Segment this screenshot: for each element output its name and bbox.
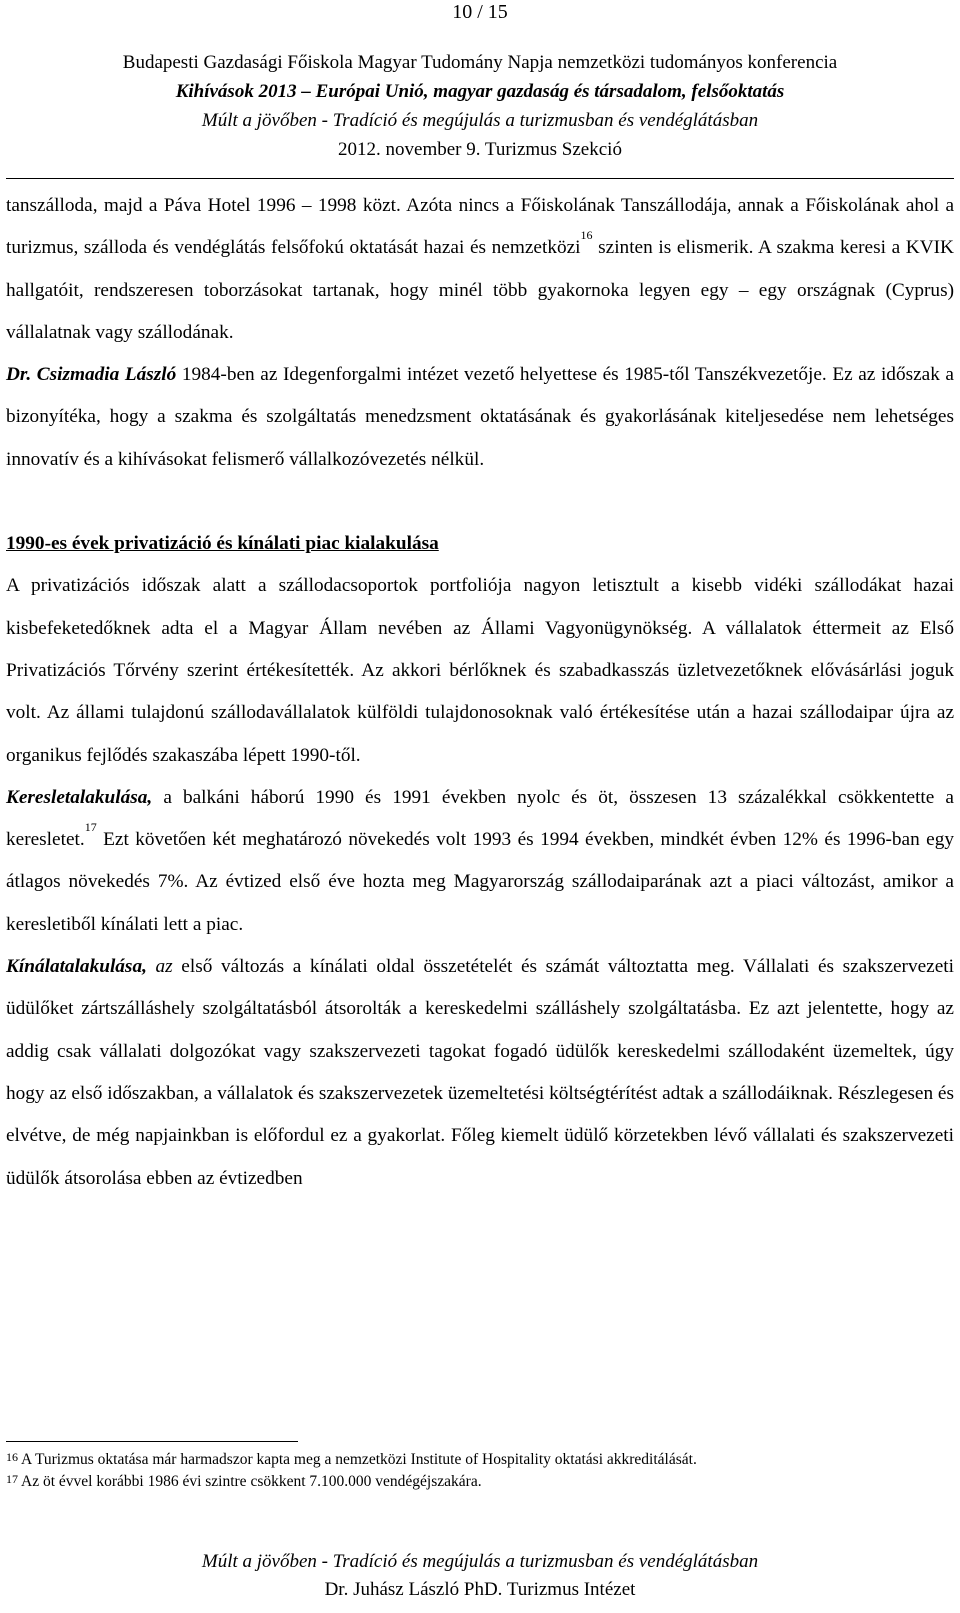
page-header (0, 48, 960, 164)
footnote-16 (6, 1449, 954, 1471)
paragraph-text: szinten is elismerik. A szakma keresi a KVIK hallgatóit, rendszeresen toborzásokat tartanak, hogy minél több gyakornoka legyen egy – egy országnak (Cyprus) vállalatnak vagy szállodának. (6, 237, 954, 343)
footnote-divider (6, 1441, 298, 1442)
paragraph-text: 1984-ben az Idegenforgalmi intézet vezető helyettese és 1985-től Tanszékvezetője. Ez az időszak a bizonyítéka, hogy a szakma és szolgáltatás menedzsment oktatásának és gyakorlásának kiteljesedése nem lehetséges innovatív és a kihívásokat felismerő vállalkozóvezetés nélkül. (6, 364, 954, 470)
paragraph-privatization: A privatizációs időszak alatt a szállodacsoportok portfoliója nagyon letisztult a kisebb vidéki szállodákat hazai kisbefeketedőknek adta el a Magyar Állam nevében az Állami Vagyonügynökség. A vállalatok éttermeit az Első Privatizációs Tőrvény szerint értékesítették. Az akkori bérlőknek és szabadkasszás üzletvezetőknek elővásárlási joguk volt. Az állami tulajdonú szállodavállalatok külföldi tulajdonosoknak való értékesítése után a hazai szállodaipar újra az organikus fejlődés szakaszába lépett 1990-től. (6, 575, 954, 766)
footnote-text: A Turizmus oktatása már harmadszor kapta meg a nemzetközi Institute of Hospitality oktatási akkreditálását. (18, 1451, 697, 1468)
footnote-ref-16[interactable]: 16 (580, 228, 593, 243)
paragraph-intro (6, 185, 954, 354)
header-conference-line: Budapesti Gazdasági Főiskola Magyar Tudomány Napja nemzetközi tudományos konferencia (122, 52, 838, 73)
footnotes (6, 1449, 954, 1493)
paragraph-text: Ezt követően két meghatározó növekedés volt 1993 és 1994 években, mindkét évben 12% és 1996-ban egy átlagos növekedés 7%. Az évtized első éve hozta meg Magyarország szállodaiparának azt a piaci változást, amikor a keresletiből kínálati lett a piac. (6, 829, 954, 935)
paragraph-csizmadia (6, 354, 954, 481)
paragraph-text: a balkáni háború 1990 és 1991 években nyolc és öt, összesen 13 százalékkal csökkentette a keresletet. (6, 786, 954, 851)
term-supply: Kínálatalakulása, (6, 956, 147, 978)
page-number: 10 / 15 (452, 1, 508, 23)
footnote-number: 16 (6, 1450, 18, 1464)
footnote-number: 17 (6, 1472, 18, 1486)
footnote-ref-17[interactable]: 17 (84, 820, 97, 835)
footer-title-line: Múlt a jövőben - Tradíció és megújulás a turizmusban és vendéglátásban (201, 1551, 759, 1572)
page-footer (0, 1548, 960, 1604)
header-theme-line: Kihívások 2013 – Európai Unió, magyar gazdaság és társadalom, felsőoktatás (175, 81, 785, 102)
footnote-text: Az öt évvel korábbi 1986 évi szintre csökkent 7.100.000 vendégéjszakára. (18, 1473, 482, 1490)
term-supply-article: az (155, 956, 173, 978)
header-date-line: 2012. november 9. Turizmus Szekció (338, 139, 622, 160)
footer-author-line: Dr. Juhász László PhD. Turizmus Intézet (324, 1579, 636, 1600)
term-demand: Keresletalakulása, (6, 786, 153, 808)
paragraph-demand (6, 777, 954, 946)
header-section-title-line: Múlt a jövőben - Tradíció és megújulás a turizmusban és vendéglátásban (201, 110, 759, 131)
section-heading: 1990-es évek privatizáció és kínálati piac kialakulása (6, 533, 439, 555)
paragraph-text: tanszálloda, majd a Páva Hotel 1996 – 1998 közt. Azóta nincs a Főiskolának Tanszállodája, annak a Főiskolának ahol a turizmus, szálloda és vendéglátás felsőfokú oktatását hazai és nemzetközi (6, 195, 954, 259)
paragraph-text: első változás a kínálati oldal összetételét és számát változtatta meg. Vállalati és szakszervezeti üdülőket zártszálláshely szolgáltatásból átsorolták a kereskedelmi szálláshely szolgáltatásba. Ez azt jelentette, hogy az addig csak vállalati dolgozókat vagy szakszervezeti tagokat fogadó üdülők kereskedelmi szállodaként üzemeltek, úgy hogy az első időszakban, a vállalatok és szakszervezetek üzemeltetési költségtérítést adtak a szállodáiknak. Részlegesen és elvétve, de még napjainkban is előfordul ez a gyakorlat. Főleg kiemelt üdülő körzetekben lévő vállalati és szakszervezeti üdülők átsorolása ebben az évtizedben (6, 956, 955, 1189)
footnote-17 (6, 1471, 954, 1493)
header-divider (6, 178, 954, 179)
person-name: Dr. Csizmadia László (6, 364, 177, 386)
paragraph-supply (6, 946, 954, 1200)
document-body (6, 185, 954, 1200)
